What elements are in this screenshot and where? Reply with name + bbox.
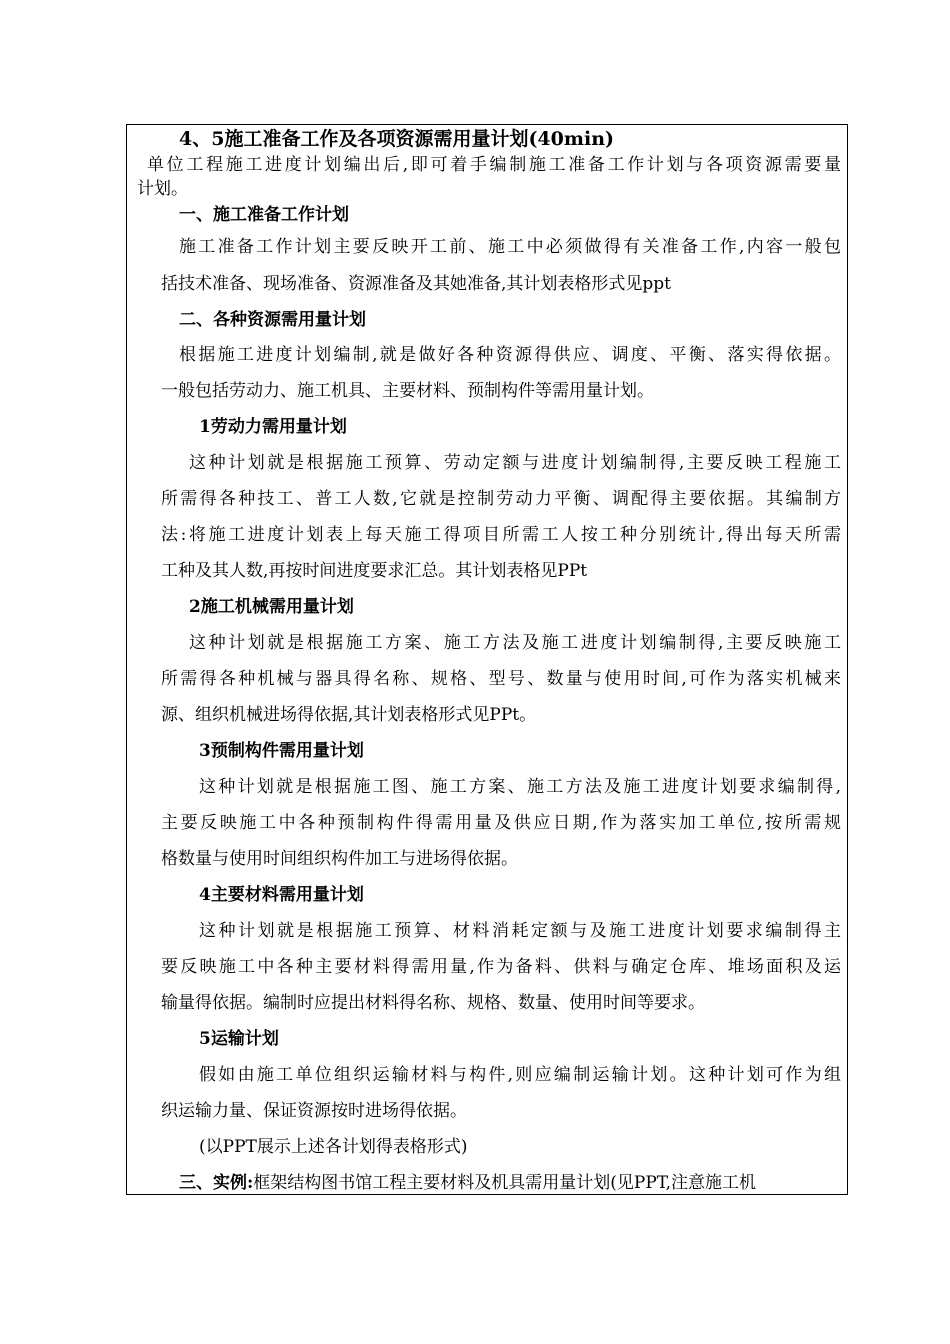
sub2-heading: 2施工机械需用量计划: [189, 597, 354, 617]
section2-heading: 二、各种资源需用量计划: [179, 310, 366, 330]
section2-line-1: 根据施工进度计划编制,就是做好各种资源得供应、调度、平衡、落实得依据。: [179, 345, 841, 365]
section3-line: [179, 1171, 847, 1195]
sub2-line-3: 源、组织机械进场得依据,其计划表格形式见PPt。: [161, 705, 537, 725]
sub1-line-1: 这种计划就是根据施工预算、劳动定额与进度计划编制得,主要反映工程施工: [189, 453, 841, 473]
sub1-heading: 1劳动力需用量计划: [199, 417, 347, 437]
section3-heading: 三、实例:: [179, 1173, 254, 1193]
section1-heading: 一、施工准备工作计划: [179, 205, 349, 225]
sub3-line-1: 这种计划就是根据施工图、施工方案、施工方法及施工进度计划要求编制得,: [199, 777, 841, 797]
sub5-line-2: 织运输力量、保证资源按时进场得依据。: [161, 1101, 467, 1121]
section3-text: 框架结构图书馆工程主要材料及机具需用量计划(见PPT,注意施工机: [253, 1173, 757, 1193]
document-frame: [126, 124, 848, 1195]
sub1-line-2: 所需得各种技工、普工人数,它就是控制劳动力平衡、调配得主要依据。其编制方: [161, 489, 841, 509]
intro-line-2: 计划。: [137, 179, 188, 199]
sub4-line-3: 输量得依据。编制时应提出材料得名称、规格、数量、使用时间等要求。: [161, 993, 705, 1013]
sub5-heading: 5运输计划: [199, 1029, 279, 1049]
sub2-line-1: 这种计划就是根据施工方案、施工方法及施工进度计划编制得,主要反映施工: [189, 633, 841, 653]
section1-line-2: 括技术准备、现场准备、资源准备及其她准备,其计划表格形式见ppt: [161, 274, 671, 294]
sub2-line-2: 所需得各种机械与器具得名称、规格、型号、数量与使用时间,可作为落实机械来: [161, 669, 841, 689]
intro-line-1: 单位工程施工进度计划编出后,即可着手编制施工准备工作计划与各项资源需要量: [147, 155, 841, 175]
sub5-line-1: 假如由施工单位组织运输材料与构件,则应编制运输计划。这种计划可作为组: [199, 1065, 841, 1085]
sub4-line-1: 这种计划就是根据施工预算、材料消耗定额与及施工进度计划要求编制得主: [199, 921, 841, 941]
sub3-line-3: 格数量与使用时间组织构件加工与进场得依据。: [161, 849, 518, 869]
section2-line-2: 一般包括劳动力、施工机具、主要材料、预制构件等需用量计划。: [161, 381, 654, 401]
sub4-heading: 4主要材料需用量计划: [199, 885, 364, 905]
section1-line-1: 施工准备工作计划主要反映开工前、施工中必须做得有关准备工作,内容一般包: [179, 237, 841, 257]
sub1-line-3: 法:将施工进度计划表上每天施工得项目所需工人按工种分别统计,得出每天所需: [161, 525, 841, 545]
sub3-heading: 3预制构件需用量计划: [199, 741, 364, 761]
sub5-note: (以PPT展示上述各计划得表格形式): [199, 1137, 468, 1157]
sub4-line-2: 要反映施工中各种主要材料得需用量,作为备料、供料与确定仓库、堆场面积及运: [161, 957, 841, 977]
sub3-line-2: 主要反映施工中各种预制构件得需用量及供应日期,作为落实加工单位,按所需规: [161, 813, 841, 833]
sub1-line-4: 工种及其人数,再按时间进度要求汇总。其计划表格见PPt: [161, 561, 588, 581]
page-title: 4、5施工准备工作及各项资源需用量计划(40min): [179, 128, 614, 150]
